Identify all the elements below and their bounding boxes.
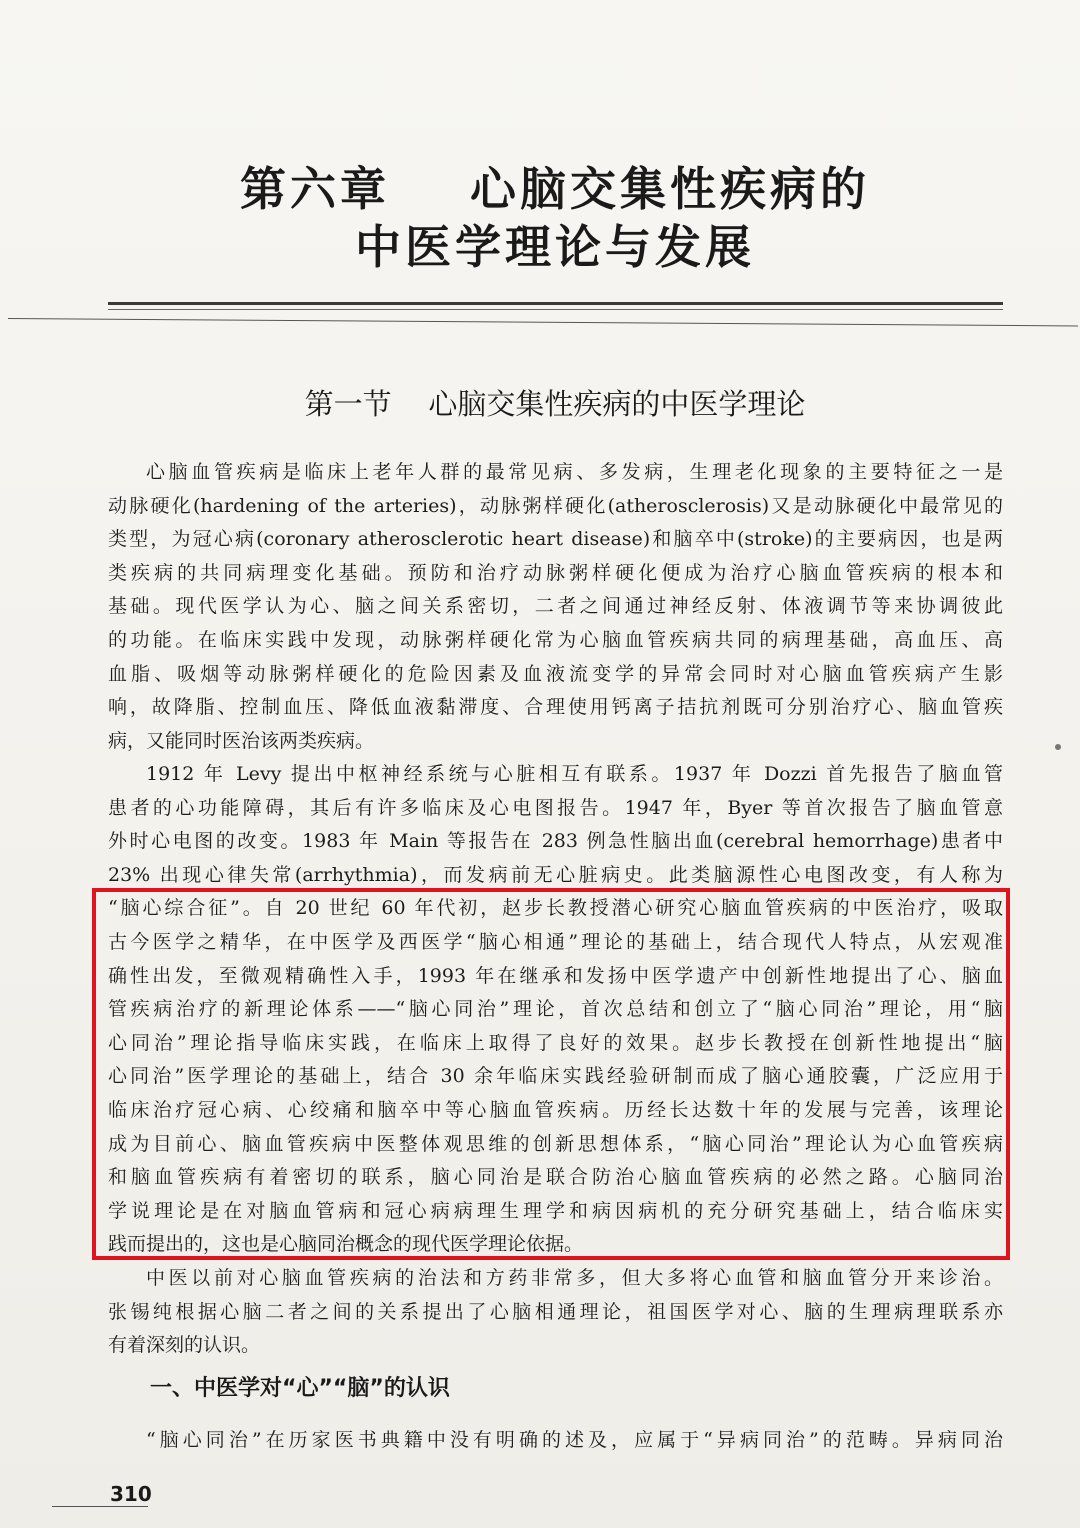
paragraph-2-line: 外时心电图的改变。1983 年 Main 等报告在 283 例急性脑出血(cerebral hemorrhage)患者中	[108, 830, 1003, 853]
paragraph-2-line: 心同治”理论指导临床实践，在临床上取得了良好的效果。赵步长教授在创新性地提出“脑	[108, 1031, 1003, 1054]
paragraph-2-line: 1912 年 Levy 提出中枢神经系统与心脏相互有联系。1937 年 Dozzi 首先报告了脑血管	[146, 763, 1003, 785]
chapter-divider-thin	[108, 309, 1003, 310]
subheading: 一、中医学对“心”“脑”的认识	[150, 1376, 450, 1401]
paragraph-2-line: 心同治”医学理论的基础上，结合 30 余年临床实践经验研制而成了脑心通胶囊，广泛应用于	[108, 1065, 1003, 1088]
paragraph-1-line: 的功能。在临床实践中发现，动脉粥样硬化常为心脑血管疾病共同的病理基础，高血压、高	[108, 628, 1003, 651]
paragraph-2-line: “脑心综合征”。自 20 世纪 60 年代初，赵步长教授潜心研究心脑血管疾病的中医治疗，吸取	[108, 897, 1003, 920]
paragraph-2-line: 管疾病治疗的新理论体系——“脑心同治”理论，首次总结和创立了“脑心同治”理论，用“脑	[108, 998, 1003, 1021]
paragraph-1-line: 响，故降脂、控制血压、降低血液黏滞度、合理使用钙离子拮抗剂既可分别治疗心、脑血管疾	[108, 696, 1003, 719]
paragraph-2-line: 和脑血管疾病有着密切的联系，脑心同治是联合防治心脑血管疾病的必然之路。心脑同治	[108, 1166, 1003, 1189]
paragraph-1-line: 心脑血管疾病是临床上老年人群的最常见病、多发病，生理老化现象的主要特征之一是	[146, 461, 1003, 483]
paragraph-1-line: 类疾病的共同病理变化基础。预防和治疗动脉粥样硬化便成为治疗心脑血管疾病的根本和	[108, 561, 1003, 584]
paragraph-1-line: 血脂、吸烟等动脉粥样硬化的危险因素及血液流变学的异常会同时对心脑血管疾病产生影	[108, 662, 1003, 685]
paragraph-1-line: 基础。现代医学认为心、脑之间关系密切，二者之间通过神经反射、体液调节等来协调彼此	[108, 595, 1003, 618]
chapter-divider-long	[8, 318, 1078, 326]
paragraph-4-line: “脑心同治”在历家医书典籍中没有明确的述及，应属于“异病同治”的范畴。异病同治	[146, 1429, 1003, 1451]
chapter-title	[0, 160, 1080, 276]
footer-line	[52, 1506, 148, 1507]
paragraph-1	[108, 456, 1003, 758]
chapter-divider-thick	[108, 302, 1003, 305]
paragraph-1-line: 类型，为冠心病(coronary atherosclerotic heart disease)和脑卒中(stroke)的主要病因，也是两	[108, 528, 1003, 551]
paragraph-3-line: 张锡纯根据心脑二者之间的关系提出了心脑相通理论，祖国医学对心、脑的生理病理联系亦	[108, 1300, 1003, 1323]
paragraph-1-line: 病，又能同时医治该两类疾病。	[108, 729, 375, 752]
paragraph-3-line: 中医以前对心脑血管疾病的治法和方药非常多，但大多将心血管和脑血管分开来诊治。	[146, 1267, 1003, 1289]
paragraph-3-line: 有着深刻的认识。	[108, 1334, 261, 1357]
paragraph-3	[108, 1262, 1003, 1363]
paragraph-2-line: 临床治疗冠心病、心绞痛和脑卒中等心脑血管疾病。历经长达数十年的发展与完善，该理论	[108, 1098, 1003, 1121]
paragraph-2-line: 古今医学之精华，在中医学及西医学“脑心相通”理论的基础上，结合现代人特点，从宏观准	[108, 930, 1003, 953]
paragraph-1-line: 动脉硬化(hardening of the arteries)，动脉粥样硬化(atherosclerosis)又是动脉硬化中最常见的	[108, 494, 1003, 517]
paragraph-2-line: 23% 出现心律失常(arrhythmia)，而发病前无心脏病史。此类脑源性心电图改变，有人称为	[108, 863, 1003, 886]
chapter-title-line-2: 中医学理论与发展	[355, 220, 755, 274]
paragraph-4	[108, 1424, 1003, 1458]
paragraph-2-line: 确性出发，至微观精确性入手，1993 年在继承和发扬中医学遗产中创新性地提出了心、脑血	[108, 964, 1003, 987]
paragraph-2-line: 践而提出的，这也是心脑同治概念的现代医学理论依据。	[108, 1233, 584, 1256]
section-title: 第一节 心脑交集性疾病的中医学理论	[304, 387, 806, 421]
paragraph-2-line: 学说理论是在对脑血管病和冠心病病理生理学和病因病机的充分研究基础上，结合临床实	[108, 1199, 1003, 1222]
margin-mark	[1055, 744, 1061, 750]
paragraph-2-line: 患者的心功能障碍，其后有许多临床及心电图报告。1947 年，Byer 等首次报告了脑血管意	[108, 796, 1003, 819]
paragraph-2-line: 成为目前心、脑血管疾病中医整体观思维的创新思想体系，“脑心同治”理论认为心血管疾病	[108, 1132, 1003, 1155]
highlight-box	[92, 888, 1010, 1260]
page-number: 310	[110, 1482, 152, 1506]
chapter-title-line-1: 第六章 心脑交集性疾病的	[239, 162, 871, 216]
